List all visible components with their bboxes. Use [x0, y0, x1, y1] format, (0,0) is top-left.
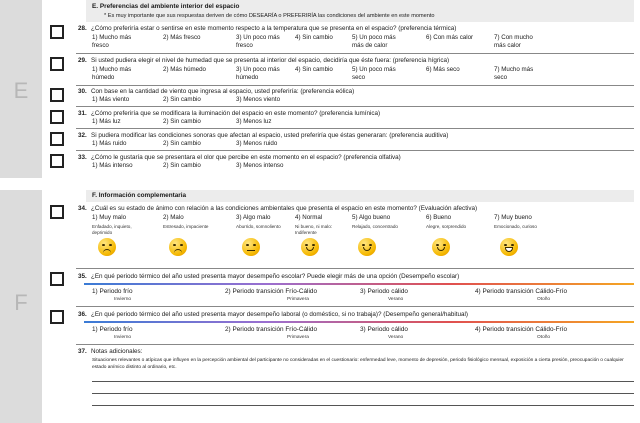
q34-desc2-1: deprimido — [92, 230, 113, 235]
q28-option-1[interactable]: 1) Mucho más fresco — [92, 34, 132, 49]
q34-question: 34. ¿Cuál es su estado de ánimo con relación a las condiciones ambientales que presenta el espacio en este momento? (Evaluación afectiva) — [78, 205, 478, 212]
q35-gradient-bar — [84, 283, 634, 285]
face-icon-4 — [301, 238, 319, 256]
section-f-title: F. Información complementaria — [92, 192, 187, 199]
q34-desc-4: Ni bueno, ni malo: — [295, 224, 333, 229]
face-icon-1 — [98, 238, 116, 256]
q34-desc2-4: Indiferente — [295, 230, 317, 235]
q28-option-6[interactable]: 6) Con más calor — [426, 34, 474, 41]
q35-season-3: Verano — [388, 297, 404, 302]
q30-question: 30. Con base en la cantidad de viento que ingresa al espacio, usted preferiría: (preferencia eólica) — [78, 88, 355, 95]
q33-question: 33. ¿Cómo le gustaría que se presentara el olor que percibe en este momento en el espacio? (preferencia olfativa) — [78, 154, 401, 161]
section-f-letter: F — [14, 290, 28, 315]
q36-season-4: Otoño — [537, 335, 551, 340]
section-f-sidebar — [0, 190, 42, 423]
q28-option-4[interactable]: 4) Sin cambio — [295, 34, 333, 41]
q29-checkbox[interactable] — [50, 57, 64, 71]
section-e-sidebar — [0, 0, 42, 178]
q29-question: 29. Si usted pudiera elegir el nivel de humedad que se presenta al interior del espacio, decidiría que éste fuera: (preferencia hígrica) — [78, 57, 450, 64]
q29-option-4[interactable]: 4) Sin cambio — [295, 66, 333, 73]
q34-option-3[interactable]: 3) Algo malo — [236, 214, 271, 221]
q36-gradient-bar — [84, 321, 634, 323]
q35-option-2[interactable]: 2) Periodo transición Frío-Cálido — [225, 288, 317, 295]
q35-checkbox[interactable] — [50, 272, 64, 286]
q34-desc-3: Aburrido, somnoliento — [236, 224, 281, 229]
q34-option-1[interactable]: 1) Muy malo — [92, 214, 127, 221]
notes-line-1[interactable] — [92, 381, 634, 382]
face-icon-7 — [500, 238, 518, 256]
q34-desc-6: Alegre, sorprendido — [426, 224, 467, 229]
q32-question: 32. Si pudiera modificar las condiciones sonoras que afectan al espacio, usted preferiría que éstas generaran: (preferencia auditiva) — [78, 132, 449, 139]
q31-option-2[interactable]: 2) Sin cambio — [163, 118, 201, 125]
q31-option-3[interactable]: 3) Menos luz — [236, 118, 272, 125]
q30-option-2[interactable]: 2) Sin cambio — [163, 96, 201, 103]
q30-checkbox[interactable] — [50, 88, 64, 102]
q35-option-3[interactable]: 3) Periodo cálido — [360, 288, 408, 295]
q33-checkbox[interactable] — [50, 154, 64, 168]
q34-option-2[interactable]: 2) Malo — [163, 214, 184, 221]
q35-option-4[interactable]: 4) Periodo transición Cálido-Frío — [475, 288, 567, 295]
q35-season-4: Otoño — [537, 297, 551, 302]
q35-season-1: Invierno — [114, 297, 132, 302]
q31-checkbox[interactable] — [50, 110, 64, 124]
face-icon-2 — [169, 238, 187, 256]
face-icon-3 — [242, 238, 260, 256]
q29-option-3[interactable]: 3) Un poco más húmedo — [236, 66, 280, 81]
q33-option-1[interactable]: 1) Más intenso — [92, 162, 133, 169]
q36-season-2: Primavera — [287, 335, 309, 340]
q36-option-1[interactable]: 1) Periodo frío — [92, 326, 133, 333]
q33-option-3[interactable]: 3) Menos intenso — [236, 162, 284, 169]
q35-option-1[interactable]: 1) Periodo frío — [92, 288, 133, 295]
q34-option-4[interactable]: 4) Normal — [295, 214, 323, 221]
q32-option-3[interactable]: 3) Menos ruido — [236, 140, 278, 147]
q36-season-3: Verano — [388, 335, 404, 340]
q35-season-2: Primavera — [287, 297, 309, 302]
q36-option-4[interactable]: 4) Periodo transición Cálido-Frío — [475, 326, 567, 333]
q29-option-7[interactable]: 7) Mucho más seco — [494, 66, 534, 81]
notes-line-3[interactable] — [92, 405, 634, 406]
notes-line-2[interactable] — [92, 393, 634, 394]
q34-checkbox[interactable] — [50, 205, 64, 219]
q34-desc-2: Estresado, impaciente — [163, 224, 209, 229]
q28-option-7[interactable]: 7) Con mucho más calor — [494, 34, 533, 49]
q28-option-2[interactable]: 2) Más fresco — [163, 34, 201, 41]
q30-option-1[interactable]: 1) Más viento — [92, 96, 130, 103]
q29-option-6[interactable]: 6) Más seco — [426, 66, 460, 73]
section-e-note: * Es muy importante que sus respuestas deriven de cómo DESEARÍA o PREFERIRÍA las condiciones del ambiente en este momento — [104, 13, 435, 19]
q31-option-1[interactable]: 1) Más luz — [92, 118, 121, 125]
q32-option-1[interactable]: 1) Más ruido — [92, 140, 127, 147]
q31-question: 31. ¿Cómo preferiría que se modificara la iluminación del espacio en este momento? (preferencia lumínica) — [78, 110, 381, 117]
q32-option-2[interactable]: 2) Sin cambio — [163, 140, 201, 147]
q34-desc-7: Emocionado, curioso — [494, 224, 537, 229]
q28-option-5[interactable]: 5) Un poco más más de calor — [352, 34, 396, 49]
q30-option-3[interactable]: 3) Menos viento — [236, 96, 281, 103]
q37-question: 37. Notas adicionales: — [78, 348, 143, 355]
q29-option-1[interactable]: 1) Mucho más húmedo — [92, 66, 132, 81]
section-e-title: E. Preferencias del ambiente interior del espacio — [92, 3, 240, 10]
q28-checkbox[interactable] — [50, 25, 64, 39]
q28-option-3[interactable]: 3) Un poco más fresco — [236, 34, 280, 49]
q29-option-5[interactable]: 5) Un poco más seco — [352, 66, 396, 81]
q36-season-1: Invierno — [114, 335, 132, 340]
q36-option-2[interactable]: 2) Periodo transición Frío-Cálido — [225, 326, 317, 333]
q35-question: 35. ¿En qué periodo térmico del año usted presenta mayor desempeño escolar? Puede elegir más de una opción (Desempeño escolar) — [78, 273, 460, 280]
q37-note: Situaciones relevantes o atípicas que influyen en la percepción ambiental del participante no consideradas en el cuestionario: enfermedad leve, momento de depresión, periodo fisiológico mensual, exposición a cierta presión, preocupación o cualquier estado anímico distinto al ordinario, etc. — [92, 358, 624, 370]
section-e-letter: E — [13, 78, 29, 103]
q34-option-6[interactable]: 6) Bueno — [426, 214, 452, 221]
q28-question: 28. ¿Cómo preferiría estar o sentirse en este momento respecto a la temperatura que se presenta en el espacio? (preferencia térmica) — [78, 25, 457, 32]
q32-checkbox[interactable] — [50, 132, 64, 146]
q34-option-7[interactable]: 7) Muy bueno — [494, 214, 532, 221]
q36-option-3[interactable]: 3) Periodo cálido — [360, 326, 408, 333]
q34-desc-5: Relajado, concentrado — [352, 224, 398, 229]
q29-option-2[interactable]: 2) Más húmedo — [163, 66, 206, 73]
q33-option-2[interactable]: 2) Sin cambio — [163, 162, 201, 169]
face-icon-5 — [358, 238, 376, 256]
q34-option-5[interactable]: 5) Algo bueno — [352, 214, 391, 221]
face-icon-6 — [432, 238, 450, 256]
q36-question: 36. ¿En qué periodo térmico del año usted presenta mayor desempeño laboral (o doméstico, si no trabaja)? (Desempeño general/habitual) — [78, 311, 468, 318]
q34-desc-1: Enfadado, inquieto, — [92, 224, 132, 229]
q36-checkbox[interactable] — [50, 310, 64, 324]
